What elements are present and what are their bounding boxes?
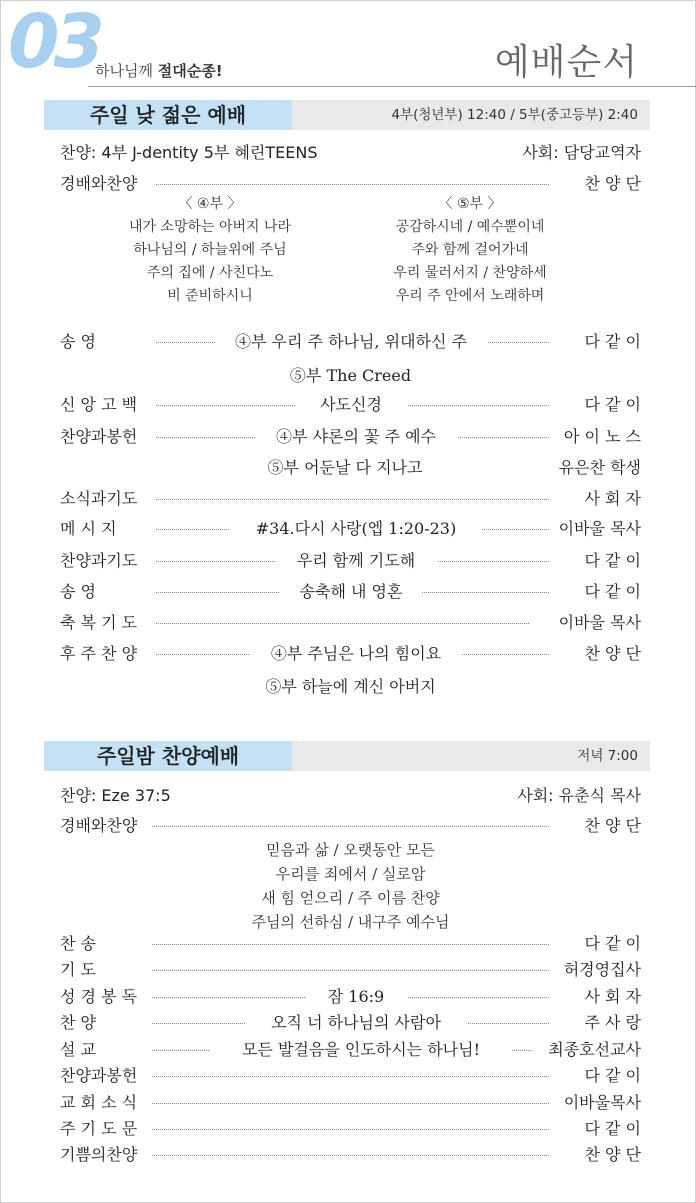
order-item-person: 다 같 이	[584, 332, 641, 351]
section2-lyrics	[60, 838, 641, 934]
order-item-person: 다 같 이	[584, 1119, 641, 1138]
order-item-label: 메 시 지	[60, 519, 117, 538]
page-title: 예배순서	[494, 42, 638, 83]
section1-host: 사회: 담당교역자	[522, 143, 641, 162]
order-item	[60, 517, 641, 541]
lyrics-line: 우리 물러서지 / 찬양하세	[393, 265, 547, 281]
leader-dots	[152, 1091, 549, 1104]
section2-praise-team: 찬양: Eze 37:5	[60, 786, 171, 805]
header-divider	[88, 86, 696, 87]
order-item-title: ④부 주님은 나의 힘이요	[250, 642, 462, 666]
order-item	[60, 425, 641, 449]
order-item-title: ④부 샤론의 꽃 주 예수	[255, 425, 457, 449]
order-item-person: 다 같 이	[584, 582, 641, 601]
order-item-title: 모든 발걸음을 인도하시는 하나님!	[210, 1038, 512, 1062]
order-item	[60, 1091, 641, 1115]
order-item-label: 기 도	[60, 960, 96, 979]
lyrics-line: 내가 소망하는 아버지 나라	[128, 219, 292, 235]
order-item-title: 오직 너 하나님의 사람아	[245, 1011, 467, 1035]
order-item-sub: ⑤부 어둔날 다 지나고	[267, 458, 423, 477]
leader-dots	[152, 1117, 549, 1130]
order-item	[60, 549, 641, 573]
order-item	[60, 1064, 641, 1088]
order-item	[60, 985, 641, 1009]
order-item-sub: ⑤부 하늘에 계신 아버지	[265, 677, 436, 696]
order-item-label: 후 주 찬 양	[60, 644, 138, 663]
leader-dots	[156, 172, 549, 185]
order-item-title: 송축해 내 영혼	[280, 580, 422, 604]
order-item-label: 신 앙 고 백	[60, 395, 138, 414]
order-item-person: 다 같 이	[584, 395, 641, 414]
order-item-sub: ⑤부 The Creed	[289, 366, 412, 385]
order-item-label: 기쁨의찬양	[60, 1145, 138, 1164]
worship-leader: 찬 양 단	[584, 816, 641, 835]
order-item-title: 우리 함께 기도해	[275, 549, 437, 573]
order-item-label: 찬 양	[60, 1013, 96, 1032]
lyrics-line: 비 준비하시니	[167, 288, 253, 304]
lyrics-line: 주님의 선하심 / 내구주 예수님	[251, 913, 450, 931]
order-item-label: 송 영	[60, 332, 96, 351]
section1-title: 주일 낮 젊은 예배	[44, 100, 292, 130]
section2-time: 저녁 7:00	[577, 748, 638, 764]
section1-header	[44, 100, 650, 130]
order-item-person: 이바울목사	[563, 1093, 641, 1112]
order-item	[60, 611, 641, 635]
leader-dots	[156, 611, 529, 624]
tagline-prefix: 하나님께	[95, 62, 158, 80]
order-item	[60, 487, 641, 511]
order-item-label: 찬양과봉헌	[60, 427, 138, 446]
section2-host: 사회: 유춘식 목사	[517, 786, 641, 805]
order-item-label: 소식과기도	[60, 489, 138, 508]
order-item	[60, 958, 641, 982]
order-item	[60, 932, 641, 956]
order-item	[60, 1011, 641, 1035]
tagline-bold: 절대순종!	[157, 62, 223, 80]
worship-label: 경배와찬양	[60, 174, 138, 193]
order-item	[60, 642, 641, 666]
section1-praise-team: 찬양: 4부 J-dentity 5부 혜린TEENS	[60, 143, 318, 162]
order-item-person: 다 같 이	[584, 1066, 641, 1085]
order-item	[60, 330, 641, 354]
worship-label: 경배와찬양	[60, 816, 138, 835]
lyrics-line: 주와 함께 걸어가네	[411, 242, 529, 258]
order-item-sub-row	[60, 456, 641, 480]
order-item-person: 최종호선교사	[548, 1040, 641, 1059]
order-item-label: 주 기 도 문	[60, 1119, 138, 1138]
order-item-person: 사 회 자	[584, 489, 641, 508]
tagline	[95, 60, 223, 81]
order-item-label: 송 영	[60, 582, 96, 601]
lyrics-line: 하나님의 / 하늘위에 주님	[133, 242, 287, 258]
order-item-title: 사도신경	[295, 393, 407, 417]
lyrics-line: 주의 집에 / 사친다노	[146, 265, 274, 281]
section2-worship-row	[60, 814, 641, 838]
order-item	[60, 580, 641, 604]
leader-dots	[152, 1143, 549, 1156]
order-item-label: 교 회 소 식	[60, 1093, 138, 1112]
order-item-sub-person: 유은찬 학생	[558, 458, 641, 477]
order-item	[60, 1143, 641, 1167]
leader-dots	[152, 1064, 549, 1077]
lyrics-col-5	[340, 193, 600, 308]
order-item-person: 허경영집사	[563, 960, 641, 979]
order-item-person: 다 같 이	[584, 934, 641, 953]
lyrics-line: 믿음과 삶 / 오랫동안 모든	[265, 841, 436, 859]
page-number: 03	[8, 0, 99, 85]
section2-title: 주일밤 찬양예배	[44, 741, 292, 771]
leader-dots	[152, 814, 549, 827]
order-item-person: 이바울 목사	[558, 519, 641, 538]
section1-time: 4부(청년부) 12:40 / 5부(중고등부) 2:40	[391, 107, 638, 123]
section2-header	[44, 741, 650, 771]
leader-dots	[152, 932, 549, 945]
lyrics-line: 우리를 죄에서 / 실로암	[275, 865, 426, 883]
order-item-label: 설 교	[60, 1040, 96, 1059]
worship-leader: 찬 양 단	[584, 174, 641, 193]
lyrics-col-4	[80, 193, 340, 308]
order-item-label: 찬양과기도	[60, 551, 138, 570]
section1-praise-row	[60, 141, 641, 165]
lyrics-line: 새 힘 얻으리 / 주 이름 찬양	[261, 889, 440, 907]
order-item-person: 이바울 목사	[558, 613, 641, 632]
lyrics-col-4-header: 〈 ④부 〉	[178, 196, 242, 212]
leader-dots	[152, 958, 549, 971]
order-item-title: 잠 16:9	[305, 985, 407, 1009]
lyrics-col-5-header: 〈 ⑤부 〉	[438, 196, 502, 212]
order-item-title: ④부 우리 주 하나님, 위대하신 주	[215, 330, 487, 354]
order-item-label: 찬 송	[60, 934, 96, 953]
order-item-person: 아 이 노 스	[563, 427, 641, 446]
order-item-person: 사 회 자	[584, 987, 641, 1006]
lyrics-line: 우리 주 안에서 노래하며	[395, 288, 545, 304]
order-item-person: 찬 양 단	[584, 644, 641, 663]
order-item	[60, 393, 641, 417]
lyrics-line: 공감하시네 / 예수뿐이네	[395, 219, 545, 235]
order-item	[60, 1117, 641, 1141]
leader-dots	[156, 487, 549, 500]
order-item-title: #34.다시 사랑(엡 1:20-23)	[230, 517, 482, 541]
order-item-label: 찬양과봉헌	[60, 1066, 138, 1085]
section2-praise-row	[60, 784, 641, 808]
order-item-person: 찬 양 단	[584, 1145, 641, 1164]
order-item-person: 주 사 랑	[584, 1013, 641, 1032]
order-item-person: 다 같 이	[584, 551, 641, 570]
order-item	[60, 1038, 641, 1062]
order-item-label: 축 복 기 도	[60, 613, 138, 632]
order-item-label: 성 경 봉 독	[60, 987, 138, 1006]
